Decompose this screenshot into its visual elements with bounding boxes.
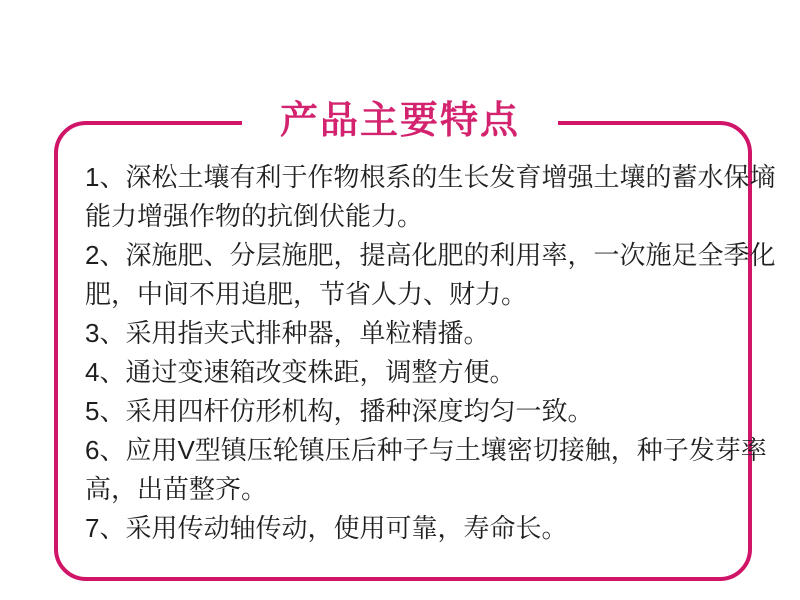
feature-line: 能力增强作物的抗倒伏能力。 — [85, 201, 424, 231]
feature-line: 肥，中间不用追肥，节省人力、财力。 — [85, 279, 528, 309]
feature-line: 3、采用指夹式排种器，单粒精播。 — [85, 318, 490, 348]
feature-line: 4、通过变速箱改变株距，调整方便。 — [85, 357, 516, 387]
feature-line: 7、采用传动轴传动，使用可靠，寿命长。 — [85, 513, 568, 543]
feature-line: 1、深松土壤有利于作物根系的生长发育增强土壤的蓄水保墒 — [85, 162, 776, 192]
feature-line: 5、采用四杆仿形机构，播种深度均匀一致。 — [85, 396, 594, 426]
features-list — [58, 125, 776, 548]
feature-line: 高，出苗整齐。 — [85, 474, 268, 504]
feature-line: 6、应用V型镇压轮镇压后种子与土壤密切接触，种子发芽率 — [85, 435, 767, 465]
title-row — [0, 97, 800, 145]
page-title: 产品主要特点 — [242, 97, 558, 145]
feature-line: 2、深施肥、分层施肥，提高化肥的利用率，一次施足全季化 — [85, 240, 776, 270]
